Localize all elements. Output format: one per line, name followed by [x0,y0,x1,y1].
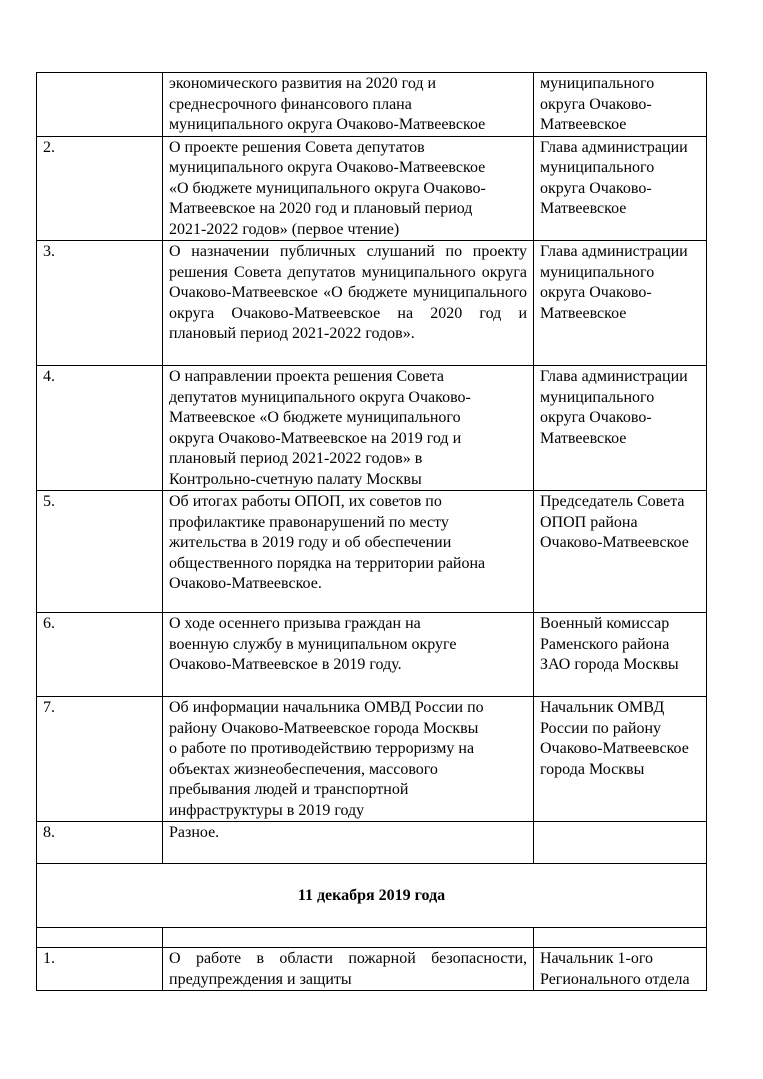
empty-cell [534,928,707,948]
agenda-table [36,72,707,991]
item-responsible: Председатель Совета ОПОП района Очаково-Матвеевское [534,491,707,613]
item-topic: Разное. [163,822,534,864]
table-row [37,73,707,137]
empty-cell [163,928,534,948]
table-row [37,241,707,366]
item-number: 4. [37,366,163,491]
table-row [37,822,707,864]
table-row [37,948,707,991]
table-row [37,136,707,241]
item-number: 2. [37,136,163,241]
item-responsible: Глава администрации муниципального округа Очаково- Матвеевское [534,241,707,366]
item-responsible: Глава администрации муниципального округа Очаково- Матвеевское [534,136,707,241]
item-number: 5. [37,491,163,613]
empty-cell [37,928,163,948]
item-topic: Об итогах работы ОПОП, их советов по профилактике правонарушений по месту жительства в 2019 году и об обеспечении общественного порядка на территории района Очаково-Матвеевское. [163,491,534,613]
item-topic: О ходе осеннего призыва граждан на военную службу в муниципальном округе Очаково-Матвеевское в 2019 году. [163,613,534,697]
item-responsible: муниципального округа Очаково- Матвеевское [534,73,707,137]
spacer-row [37,928,707,948]
item-responsible: Начальник ОМВД России по району Очаково-Матвеевское города Москвы [534,697,707,822]
item-topic: О проекте решения Совета депутатов муниципального округа Очаково-Матвеевское «О бюджете муниципального округа Очаково- Матвеевское на 2020 год и плановый период 2021-2022 годов» (первое чтение) [163,136,534,241]
item-number: 6. [37,613,163,697]
item-topic: экономического развития на 2020 год и среднесрочного финансового плана муниципального округа Очаково-Матвеевское [163,73,534,137]
date-heading-row [37,864,707,928]
item-number: 1. [37,948,163,991]
table-row [37,697,707,822]
item-responsible [534,822,707,864]
table-row [37,491,707,613]
item-responsible: Начальник 1-ого Регионального отдела [534,948,707,991]
item-number: 3. [37,241,163,366]
item-responsible: Глава администрации муниципального округа Очаково- Матвеевское [534,366,707,491]
item-number: 7. [37,697,163,822]
date-heading: 11 декабря 2019 года [37,864,707,928]
item-topic: Об информации начальника ОМВД России по району Очаково-Матвеевское города Москвы о работе по противодействию терроризму на объектах жизнеобеспечения, массового пребывания людей и транспортной инфраструктуры в 2019 году [163,697,534,822]
item-topic: О направлении проекта решения Совета депутатов муниципального округа Очаково- Матвеевское «О бюджете муниципального округа Очаково-Матвеевское на 2019 год и плановый период 2021-2022 годов» в Контрольно-счетную палату Москвы [163,366,534,491]
item-topic: О назначении публичных слушаний по проекту решения Совета депутатов муниципального округа Очаково-Матвеевское «О бюджете муниципального округа Очаково-Матвеевское на 2020 год и плановый период 2021-2022 годов». [163,241,534,366]
item-number: 8. [37,822,163,864]
item-topic: О работе в области пожарной безопасности, предупреждения и защиты [163,948,534,991]
table-row [37,366,707,491]
item-responsible: Военный комиссар Раменского района ЗАО города Москвы [534,613,707,697]
item-number [37,73,163,137]
table-row [37,613,707,697]
